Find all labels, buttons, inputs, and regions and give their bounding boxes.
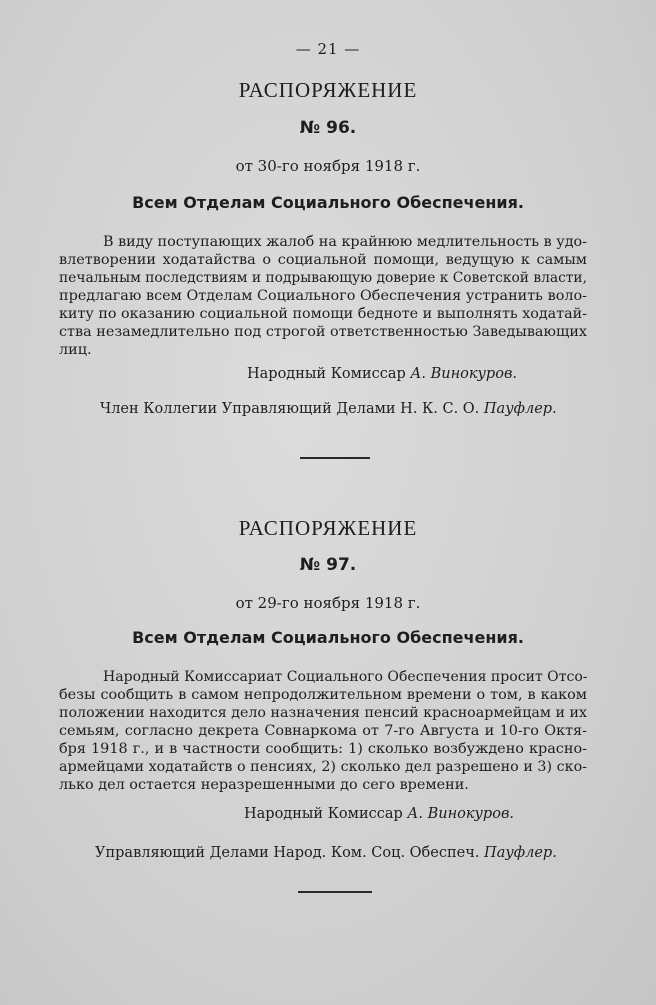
order-97-date: от 29-го ноября 1918 г.	[235, 594, 421, 612]
order-97-body-line: Народный Комиссариат Социального Обеспечения просит Отсо-	[103, 669, 588, 685]
signature-role: Народный Комиссар	[247, 366, 406, 382]
order-96-body-line: лиц.	[59, 342, 92, 358]
section-divider	[298, 891, 372, 893]
signature-name: А. Винокуров.	[407, 806, 514, 822]
order-97-body-line: положении находится дело назначения пенсий красноармейцам и их	[59, 705, 587, 721]
order-96-body-line: В виду поступающих жалоб на крайнюю медлительность в удо-	[103, 234, 587, 250]
order-96-heading: РАСПОРЯЖЕНИЕ	[238, 78, 418, 102]
order-96-body-line: печальным последствиям и подрывающую доверие к Советской власти,	[59, 270, 587, 286]
order-97-signature-commissar	[244, 806, 514, 822]
order-96-body	[59, 233, 587, 359]
order-97-body-line: бря 1918 г., и в частности сообщить: 1) сколько возбуждено красно-	[59, 741, 587, 757]
order-97-body	[59, 668, 588, 794]
signature-role: Член Коллегии Управляющий Делами Н. К. С. О.	[100, 401, 480, 417]
order-96-body-line: ства незамедлительно под строгой ответственностью Заведывающих	[59, 324, 587, 340]
order-96-number: № 96.	[299, 118, 357, 138]
section-divider	[300, 457, 370, 459]
order-97-number: № 97.	[299, 555, 357, 575]
order-96-addressee: Всем Отделам Социального Обеспечения.	[132, 193, 524, 212]
order-97-addressee: Всем Отделам Социального Обеспечения.	[132, 628, 524, 647]
order-97-signature-manager	[95, 845, 557, 861]
signature-name: А. Винокуров.	[410, 366, 517, 382]
signature-name: Пауфлер.	[484, 845, 557, 861]
order-96-date: от 30-го ноября 1918 г.	[235, 157, 421, 175]
order-97-body-line: семьям, согласно декрета Совнаркома от 7-го Августа и 10-го Октя-	[59, 723, 587, 739]
order-97-body-line: лько дел остается неразрешенными до сего времени.	[59, 777, 469, 793]
page-number: — 21 —	[295, 40, 361, 58]
order-96-signature-manager	[100, 401, 557, 417]
order-96-signature-commissar	[247, 366, 517, 382]
signature-role: Народный Комиссар	[244, 806, 403, 822]
order-97-heading: РАСПОРЯЖЕНИЕ	[238, 516, 418, 540]
signature-name: Пауфлер.	[483, 401, 557, 417]
order-97-body-line: армейцами ходатайств о пенсиях, 2) сколько дел разрешено и 3) ско-	[59, 759, 587, 775]
order-96-body-line: влетворении ходатайства о социальной помощи, ведущую к самым	[59, 252, 587, 268]
signature-role: Управляющий Делами Народ. Ком. Соц. Обеспеч.	[95, 845, 480, 861]
order-96-body-line: предлагаю всем Отделам Социального Обеспечения устранить воло-	[59, 288, 587, 304]
order-97-body-line: безы сообщить в самом непродолжительном времени о том, в каком	[59, 687, 587, 703]
order-96-body-line: киту по оказанию социальной помощи бедноте и выполнять ходатай-	[59, 306, 587, 322]
